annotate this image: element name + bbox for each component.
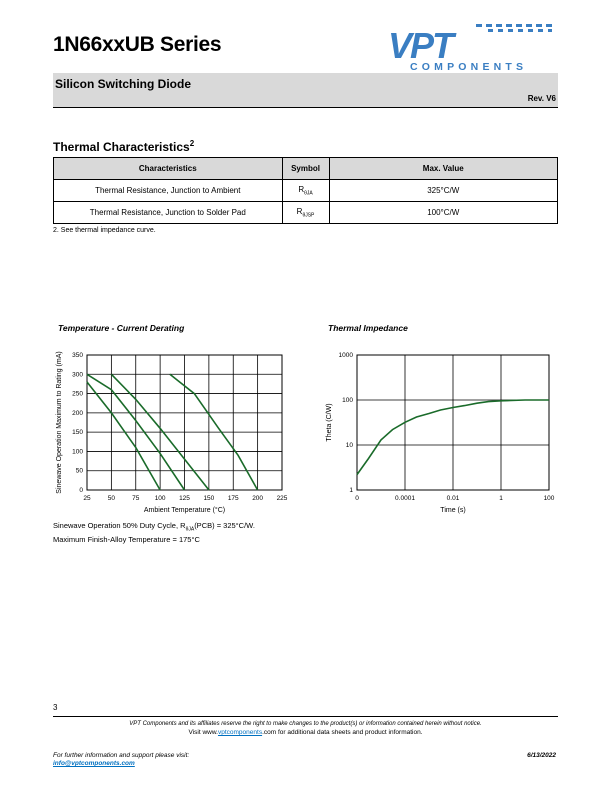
x-tick-label: 0.01 (446, 495, 460, 502)
logo-wordmark: VPT (388, 25, 453, 66)
page-subtitle: Silicon Switching Diode (55, 77, 192, 91)
page-title: 1N66xxUB Series (53, 33, 222, 56)
x-tick-label: 25 (83, 495, 91, 502)
x-tick-label: 0.0001 (395, 495, 415, 502)
note-line: Maximum Finish-Alloy Temperature = 175°C (53, 535, 200, 544)
series-line (87, 382, 160, 490)
visit-line: Visit www.vptcomponents.com for additional data sheets and product information. (188, 729, 423, 736)
y-tick-label: 100 (342, 397, 353, 404)
support-email-link[interactable]: info@vptcomponents.com (53, 760, 135, 767)
y-axis-label: Sinewave Operation Maximum to Rating (mA) (56, 351, 63, 494)
x-tick-label: 100 (154, 495, 166, 502)
table-cell: Thermal Resistance, Junction to Ambient (54, 180, 283, 202)
x-tick-label: 125 (179, 495, 190, 502)
website-link[interactable]: vptcomponents (217, 729, 263, 736)
thermal-table (53, 157, 558, 224)
chart-title: Thermal Impedance (328, 323, 408, 333)
logo-subtext: COMPONENTS (410, 61, 528, 72)
x-tick-label: 225 (276, 495, 288, 502)
column-header: Symbol (282, 158, 329, 180)
y-tick-label: 350 (72, 352, 83, 359)
derating-chart (50, 340, 290, 520)
chart-notes (53, 521, 255, 545)
disclaimer: VPT Components and its affiliates reserve the right to make changes to the product(s) or information contained herein without notice. (129, 721, 482, 727)
section-title: Thermal Characteristics$^2$ (53, 139, 195, 154)
footer-divider (53, 716, 558, 717)
x-axis-label: Ambient Temperature (°C) (143, 507, 226, 514)
x-tick-label: 200 (252, 495, 264, 502)
table-cell: 325°C/W (329, 180, 558, 202)
y-tick-label: 0 (79, 487, 83, 494)
y-tick-label: 1 (349, 487, 353, 494)
x-tick-label: 1 (499, 495, 503, 502)
thermal-impedance-chart (322, 340, 562, 520)
column-header: Characteristics (54, 158, 283, 180)
table-cell: Thermal Resistance, Junction to Solder Pad (54, 202, 283, 224)
y-tick-label: 50 (75, 467, 83, 475)
column-header: Max. Value (329, 158, 558, 180)
x-axis-label: Time (s) (440, 507, 466, 514)
y-tick-label: 10 (345, 442, 353, 449)
revision-label: Rev. V6 (527, 94, 556, 103)
x-tick-label: 150 (203, 495, 215, 502)
chart-title: Temperature - Current Derating (58, 323, 185, 333)
x-tick-label: 175 (227, 495, 239, 502)
table-cell: 100°C/W (329, 202, 558, 224)
y-tick-label: 100 (72, 448, 83, 456)
table-row (54, 202, 558, 224)
x-tick-label: 50 (107, 495, 115, 502)
y-tick-label: 250 (72, 390, 83, 398)
table-cell: $R_{\theta JSP}$ (282, 202, 329, 224)
document-date: 6/13/2022 (527, 752, 556, 759)
note-line: Sinewave Operation 50% Duty Cycle, $R_{\theta JA}(PCB) = 325^\circ C/W$. (53, 521, 255, 533)
support-info: For further information and support please visit: info@vptcomponents.com (53, 752, 190, 767)
y-axis-label: Theta (C/W) (326, 403, 333, 442)
y-tick-label: 300 (72, 371, 83, 379)
x-tick-label: 100 (543, 495, 555, 502)
table-cell: $R_{\theta JA}$ (282, 180, 329, 202)
y-tick-label: 150 (72, 429, 83, 437)
x-tick-label: 75 (132, 495, 140, 502)
vpt-logo (388, 24, 552, 72)
table-row (54, 180, 558, 202)
page-number: 3 (53, 703, 58, 712)
table-header-row (54, 158, 558, 180)
footnote: 2. See thermal impedance curve. (53, 227, 156, 234)
x-tick-label: 0 (355, 495, 359, 502)
y-tick-label: 200 (72, 409, 83, 417)
y-tick-label: 1000 (338, 352, 353, 359)
